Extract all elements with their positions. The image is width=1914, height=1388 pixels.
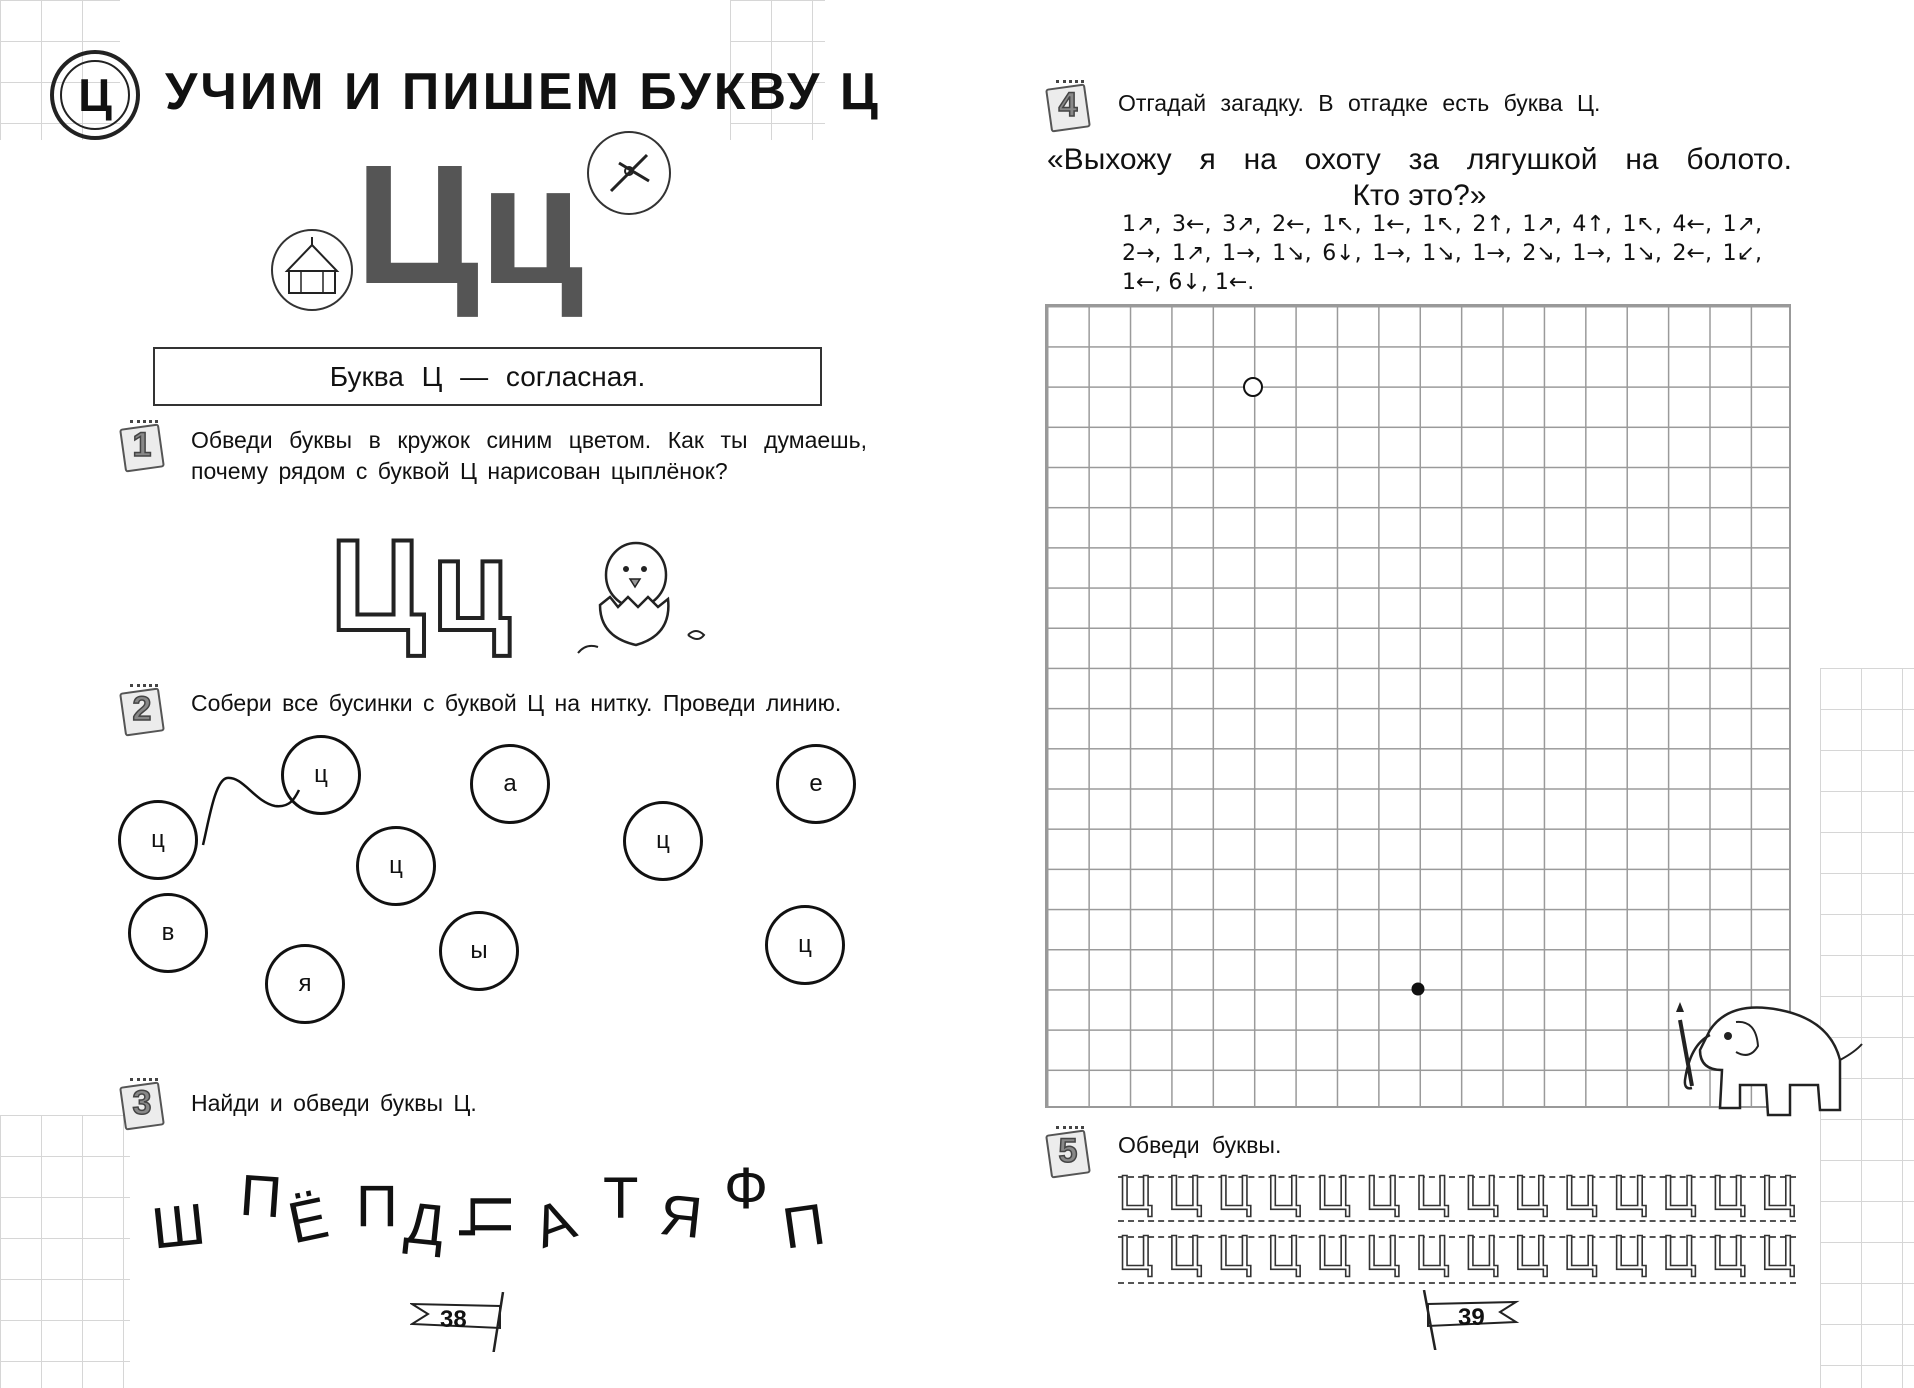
start-point-marker — [1241, 375, 1265, 399]
riddle-word: на — [1243, 143, 1277, 176]
riddle-word: болото. — [1686, 143, 1792, 176]
trace-letter[interactable]: Ц — [1167, 1166, 1204, 1220]
bead[interactable]: ы — [439, 911, 519, 991]
riddle-line-2: Кто это?» — [1352, 179, 1487, 212]
trace-letter[interactable]: Ц — [1513, 1166, 1549, 1220]
trace-letter[interactable]: Ц — [1266, 1226, 1302, 1280]
grid-decoration-bottom-left — [0, 1115, 130, 1388]
trace-letter[interactable]: Ц — [1414, 1166, 1451, 1220]
trace-letter[interactable]: Ц — [1167, 1226, 1204, 1280]
trace-letter[interactable]: Ц — [1513, 1226, 1549, 1280]
big-letters: Цц — [355, 130, 584, 320]
bead[interactable]: ц — [765, 905, 845, 985]
trace-letter[interactable]: Ц — [1315, 1166, 1352, 1220]
trace-letter[interactable]: Ц — [1612, 1166, 1648, 1220]
trace-letter[interactable]: Ц — [1612, 1226, 1648, 1280]
trace-letter[interactable]: Ц — [1562, 1226, 1599, 1280]
number-digit: 2 — [132, 690, 152, 728]
trace-row-2 — [1118, 1226, 1796, 1280]
bead[interactable]: ц — [118, 800, 198, 880]
trace-guide-line — [1118, 1220, 1796, 1222]
bead[interactable]: в — [128, 893, 208, 973]
trace-letter[interactable]: Ц — [1266, 1166, 1302, 1220]
trace-letter[interactable]: Ц — [1710, 1226, 1747, 1280]
riddle-word: за — [1408, 143, 1440, 176]
task5-text: Обведи буквы. — [1118, 1132, 1282, 1158]
number-digit: 5 — [1058, 1132, 1078, 1170]
number-digit: 3 — [132, 1084, 152, 1122]
task-number-5 — [1046, 1124, 1090, 1178]
riddle — [1047, 142, 1792, 214]
chick-in-egg-picture — [568, 535, 716, 665]
scattered-letter[interactable]: П — [356, 1174, 398, 1239]
scattered-letter[interactable]: А — [524, 1186, 584, 1261]
page-title: УЧИМ И ПИШЕМ БУКВУ Ц — [165, 63, 881, 121]
scattered-letter[interactable]: Ё — [282, 1184, 334, 1257]
trace-row-1 — [1118, 1166, 1796, 1220]
riddle-word: я — [1199, 143, 1216, 176]
number-digit: 1 — [132, 426, 152, 464]
bead[interactable]: ц — [356, 826, 436, 906]
task-number-3 — [120, 1076, 164, 1130]
page-number-flag-left — [410, 1292, 510, 1352]
task-number-1 — [120, 418, 164, 472]
riddle-word: лягушкой — [1466, 143, 1598, 176]
scattered-letter[interactable]: Д — [401, 1190, 448, 1259]
scattered-letter[interactable]: Я — [656, 1181, 706, 1252]
task3-text: Найди и обведи буквы Ц. — [191, 1090, 477, 1116]
badge-letter: Ц — [60, 60, 130, 130]
trace-letter[interactable]: Ц — [1661, 1166, 1698, 1220]
trace-letter[interactable]: Ц — [1760, 1166, 1796, 1220]
circus-tent-picture — [271, 229, 353, 311]
trace-letter[interactable]: Ц — [1315, 1226, 1352, 1280]
trace-letter[interactable]: Ц — [1661, 1226, 1698, 1280]
trace-letter[interactable]: Ц — [1710, 1166, 1747, 1220]
trace-guide-line — [1118, 1282, 1796, 1284]
outline-letters: Цц — [330, 512, 517, 658]
trace-letter[interactable]: Ц — [1463, 1166, 1500, 1220]
page-number: 38 — [440, 1306, 467, 1333]
task1-text: Обведи буквы в кружок синим цветом. Как ты думаешь, почему рядом с буквой Ц нарисован цыплёнок? — [191, 427, 867, 484]
bead[interactable]: я — [265, 944, 345, 1024]
scattered-letter[interactable]: Ш — [148, 1191, 209, 1262]
number-digit: 4 — [1058, 86, 1078, 124]
scattered-letter[interactable]: П — [237, 1162, 284, 1231]
riddle-line-1 — [1047, 142, 1792, 178]
scattered-letter[interactable]: Т — [603, 1166, 639, 1231]
scattered-letter[interactable]: Ц — [457, 1193, 523, 1237]
elephant-with-pencil-picture — [1640, 990, 1870, 1130]
trace-letter[interactable]: Ц — [1365, 1226, 1401, 1280]
trace-letter[interactable]: Ц — [1216, 1166, 1253, 1220]
arrow-codes: 1↗, 3←, 3↗, 2←, 1↖, 1←, 1↖, 2↑, 1↗, 4↑, 1↖, 4←, 1↗, 2→, 1↗, 1→, 1↘, 6↓, 1→, 1↘, 1→, 2↘, 1→, 1↘, 2←, 1↙, 1←, 6↓, 1←. — [1122, 212, 1762, 295]
task-number-2 — [120, 682, 164, 736]
circus-tent-icon — [273, 231, 351, 309]
trace-letter[interactable]: Ц — [1118, 1226, 1154, 1280]
trace-letter[interactable]: Ц — [1414, 1226, 1451, 1280]
trace-letter[interactable]: Ц — [1760, 1226, 1796, 1280]
page-number-flag-right — [1420, 1290, 1520, 1350]
rule-box: Буква Ц — согласная. — [153, 347, 822, 406]
compass-picture — [587, 131, 671, 215]
bead[interactable]: ц — [623, 801, 703, 881]
scattered-letter[interactable]: П — [778, 1191, 829, 1262]
task4-text: Отгадай загадку. В отгадке есть буква Ц. — [1118, 90, 1601, 116]
bead[interactable]: е — [776, 744, 856, 824]
bead[interactable]: ц — [281, 735, 361, 815]
riddle-word: «Выхожу — [1047, 143, 1172, 176]
scattered-letter[interactable]: Ф — [724, 1156, 769, 1221]
trace-letter[interactable]: Ц — [1562, 1166, 1599, 1220]
page-number: 39 — [1458, 1304, 1485, 1331]
trace-letter[interactable]: Ц — [1463, 1226, 1500, 1280]
riddle-word: на — [1625, 143, 1659, 176]
compass-icon — [589, 133, 669, 213]
trace-letter[interactable]: Ц — [1365, 1166, 1401, 1220]
trace-letter[interactable]: Ц — [1118, 1166, 1154, 1220]
trace-letter[interactable]: Ц — [1216, 1226, 1253, 1280]
end-point-marker — [1410, 981, 1426, 997]
letter-badge — [50, 50, 140, 140]
task-number-4 — [1046, 78, 1090, 132]
riddle-word: охоту — [1304, 143, 1381, 176]
bead[interactable]: а — [470, 744, 550, 824]
task2-text: Собери все бусинки с буквой Ц на нитку. Проведи линию. — [191, 690, 842, 716]
